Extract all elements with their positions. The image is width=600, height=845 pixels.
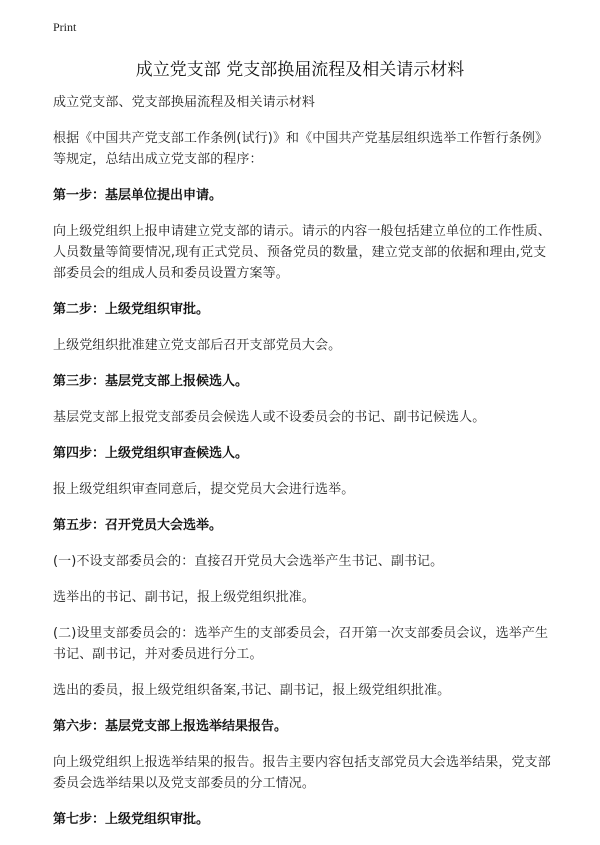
step-2-heading: 第二步：上级党组织审批。	[53, 302, 210, 317]
step-4-heading: 第四步：上级党组织审查候选人。	[53, 446, 249, 461]
step-3-text: 基层党支部上报党支部委员会候选人或不设委员会的书记、副书记候选人。	[53, 410, 486, 425]
step-3-heading: 第三步：基层党支部上报候选人。	[53, 374, 249, 389]
document-body	[53, 92, 552, 845]
step-1-heading: 第一步：基层单位提出申请。	[53, 188, 223, 203]
step-4-text: 报上级党组织审查同意后，提交党员大会进行选举。	[53, 482, 355, 497]
step-6-heading: 第六步：基层党支部上报选举结果报告。	[53, 719, 288, 734]
step-5-item-2: (二)设里支部委员会的：选举产生的支部委员会，召开第一次支部委员会议，选举产生书记、副书记，并对委员进行分工。	[53, 626, 549, 662]
print-link[interactable]: Print	[53, 20, 77, 34]
page-title: 成立党支部 党支部换届流程及相关请示材料	[135, 60, 465, 80]
step-7-heading: 第七步：上级党组织审批。	[53, 812, 210, 827]
subtitle-text: 成立党支部、党支部换届流程及相关请示材料	[53, 95, 316, 110]
step-1-text: 向上级党组织上报申请建立党支部的请示。请示的内容一般包括建立单位的工作性质、人员数量等简要情况,现有正式党员、预备党员的数量，建立党支部的依据和理由,党支部委员会的组成人员和委员设置方案等。	[53, 224, 551, 281]
step-6-text: 向上级党组织上报选举结果的报告。报告主要内容包括支部党员大会选举结果，党支部委员会选举结果以及党支部委员的分工情况。	[53, 755, 551, 791]
step-5-heading: 第五步：召开党员大会选举。	[53, 518, 223, 533]
intro-text: 根据《中国共产党支部工作条例(试行)》和《中国共产党基层组织选举工作暂行条例》等规定，总结出成立党支部的程序：	[53, 131, 549, 167]
step-2-text: 上级党组织批准建立党支部后召开支部党员大会。	[53, 338, 342, 353]
step-5-item-1: (一)不设支部委员会的：直接召开党员大会选举产生书记、副书记。	[53, 554, 444, 569]
step-5-item-2-note: 选出的委员，报上级党组织备案,书记、副书记，报上级党组织批准。	[53, 683, 451, 698]
step-5-item-1-note: 选举出的书记、副书记，报上级党组织批准。	[53, 590, 316, 605]
